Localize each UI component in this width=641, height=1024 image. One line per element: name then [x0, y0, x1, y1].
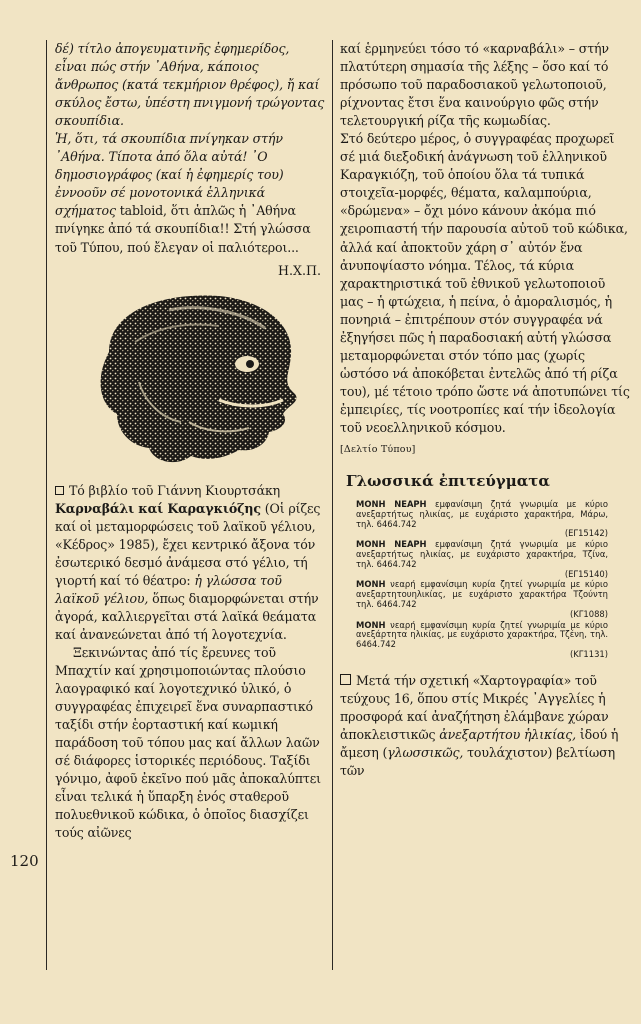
author-signature: Η.Χ.Π.	[278, 262, 321, 278]
intro-italic-text: Ἡ, ὅτι, τά σκουπίδια πνίγηκαν στήν ᾽Αθήνα. Τίποτα ἀπό ὅλα αὐτά! ᾽Ο δημοσιογράφος (καί ἡ ἐφημερίς του) ἐννοοῦν σέ μονοτονικά ἑλληνικά σχήματος	[55, 131, 284, 219]
review-paragraph-4: Στό δεύτερο μέρος, ὁ συγγραφέας προχωρεῖ σέ μιά διεξοδική ἀνάγνωση τοῦ ἑλληνικοῦ Καραγκιόζη, τοῦ ὁποίου ὅλα τά τυπικά στοιχεῖα-μορφές, θέματα, καλαμπούρια, «δρώμενα» – ὄχι μόνο κάνουν ἀκόμα πιό χειροπιαστή τήν παρουσία αὐτοῦ τοῦ κώδικα, ἀλλά καί ἀποκτοῦν χάρη σ᾽ αὐτόν ἕνα ἀνυποψίαστο νόημα. Τέλος, τά κύρια χαρακτηριστικά τοῦ ἐθνικοῦ γελωτοποιοῦ μας – ἡ φτώχεια, ἡ πείνα, ὁ ἀμοραλισμός, ἡ πονηριά – ἐπιτρέπουν στόν συγγραφέα νά ἐξηγήσει πῶς ἡ παραδοσιακή αὐτή γλώσσα μεταμορφώνεται στόν τόπο μας (χωρίς ὡστόσο νά ἀποκόβεται ἐντελῶς ἀπό τή ρίζα του), μέ τέτοιο τρόπο ὥστε νά ἀποτυπώνει τίς ἐμπειρίες, τίς νοοτροπίες καί τήν ἰδεολογία τοῦ νεοελληνικοῦ κόσμου.	[340, 131, 630, 435]
review-lead: Τό βιβλίο τοῦ Γιάννη Κιουρτσάκη	[69, 482, 281, 498]
left-margin-rule	[46, 40, 47, 970]
classified-ad	[356, 580, 608, 619]
intro-paragraph-1: δέ) τίτλο ἀπογευματινῆς ἐφημερίδος, εἶναι πώς στήν ᾽Αθήνα, κάποιος ἄνθρωπος (κατά τεκμήριον θρέφος), ἤ καί σκύλος ἔστω, ὑπέστη πνιγμονή τρώγοντας σκουπίδια.	[55, 41, 325, 129]
closing-mid: ἰδού ἡ ἄμεση (	[340, 726, 619, 760]
ad-text: εμφανίσιμη ζητά γνωριμία με κύριο ανεξαρτήτως ηλικίας, με ευχάριστο χαρακτήρα, Μάρω, τηλ. 6464.742	[356, 499, 608, 529]
karagiozis-head-illustration-icon	[69, 282, 305, 470]
classified-ad	[356, 540, 608, 579]
review-text-b: ὅπως διαμορφώνεται στήν ἀγορά, καλλιεργεῖται στά λαϊκά θεάματα καί ἀνανεώνεται ἀπό τή λογοτεχνία.	[55, 590, 319, 642]
review-paragraph-2: Ξεκινώντας ἀπό τίς ἔρευνες τοῦ Μπαχτίν καί χρησιμοποιώντας πλούσιο λαογραφικό καί λογοτεχνικό ὑλικό, ὁ συγγραφέας ἐπιχειρεῖ ἕνα συναρπαστικό ταξίδι στήν ἑορταστική καί κωμική παράδοση τοῦ τόπου μας καί ἄλλων λαῶν σέ διάφορες ἱστορικές περιόδους. Ταξίδι γόνιμο, ἀφοῦ ἐκεῖνο πού μᾶς ἀποκαλύπτει εἶναι τελικά ἡ ὕπαρξη ἑνός σταθεροῦ πολυεθνικοῦ κώδικα, ὁ ὁποῖος διασχίζει τούς αἰῶνες	[55, 644, 321, 841]
ad-code: (ΚΓ1088)	[569, 608, 608, 619]
closing-paragraph	[340, 672, 632, 780]
intro-roman-text: tabloid, ὅτι ἁπλῶς ἡ ᾽Αθήνα πνίγηκε ἀπό τά σκουπίδια!! Στή γλώσσα τοῦ Τύπου, πού ἔλεγαν οἱ παλιότεροι...	[55, 203, 311, 255]
section-heading: Γλωσσικά ἐπιτεύγματα	[346, 472, 550, 491]
review-italic-phrase: ἡ γλώσσα τοῦ λαϊκοῦ γέλιου,	[55, 572, 282, 606]
closing-lead: Μετά τήν σχετική «Χαρτογραφία» τοῦ τεύχους 16, ὅπου στίς Μικρές ᾽Αγγελίες ἡ προσφορά καί ἀναζήτηση ἐλάμβανε χώραν ἀποκλειστικῶς	[340, 672, 609, 742]
ad-code: (ΕΓ15140)	[564, 568, 608, 579]
source-credit: [Δελτίο Τύπου]	[340, 444, 416, 456]
ad-name: ΜΟΝΗ ΝΕΑΡΗ	[356, 499, 427, 510]
review-text-a: (Οἱ ρίζες καί οἱ μεταμορφώσεις τοῦ λαϊκοῦ γέλιου, «Κέδρος» 1985), ἔχει κεντρικό ἄξονα τόν ἐσωτερικό δεσμό ἀνάμεσα στό γέλιο, τή γιορτή καί τό θέατρο:	[55, 500, 321, 588]
square-bullet-icon	[55, 486, 64, 495]
classified-ads	[356, 500, 608, 660]
right-column	[340, 40, 632, 780]
ad-code: (ΕΓ15142)	[564, 528, 608, 539]
review-paragraph-3: καί ἑρμηνεύει τόσο τό «καρναβάλι» – στήν πλατύτερη σημασία τῆς λέξης – ὅσο καί τό πρόσωπο τοῦ παραδοσιακοῦ γελωτοποιοῦ, ρίχνοντας ἔτσι ἕνα καινούργιο φῶς στήν τελετουργική ρίζα τῆς κωμωδίας.	[340, 41, 609, 129]
left-column	[55, 40, 325, 843]
ad-text: νεαρή εμφανίσιμη κυρία ζητεί γνωριμία με κύριο ανεξαρτητουηλικίας, με ευχάριστο χαρακτήρα Τζούντη τηλ. 6464.742	[356, 579, 608, 609]
closing-end: τουλάχιστον) βελτίωση τῶν	[340, 744, 616, 779]
ad-name: ΜΟΝΗ	[356, 579, 386, 590]
classified-ad	[356, 621, 608, 660]
closing-italic-1: ἀνεξαρτήτου ἡλικίας,	[439, 726, 576, 742]
ad-code: (ΚΓ1131)	[569, 648, 608, 659]
review-paragraph-1	[55, 482, 325, 644]
page-number: 120	[10, 852, 39, 870]
ad-name: ΜΟΝΗ	[356, 619, 386, 630]
column-divider-rule	[332, 40, 333, 970]
ad-name: ΜΟΝΗ ΝΕΑΡΗ	[356, 539, 427, 550]
head-silhouette	[101, 295, 297, 462]
ad-text: εμφανίσιμη ζητά γνωριμία με κύριο ανεξαρτήτως ηλικίας, με ευχάριστο χαρακτήρα, Τζίνα, τηλ. 6464.742	[356, 539, 608, 569]
intro-paragraph-2	[55, 130, 325, 256]
square-bullet-icon	[340, 674, 351, 685]
closing-italic-2: γλωσσικῶς,	[387, 744, 464, 760]
classified-ad	[356, 500, 608, 539]
book-title: Καρναβάλι καί Καραγκιόζης	[55, 500, 261, 516]
ad-text: νεαρή εμφανίσιμη κυρία ζητεί γνωριμία με κύριο ανεξάρτητα ηλικίας, με ευχάριστο χαρακτήρα, Τζένη, τηλ. 6464.742	[356, 619, 608, 650]
